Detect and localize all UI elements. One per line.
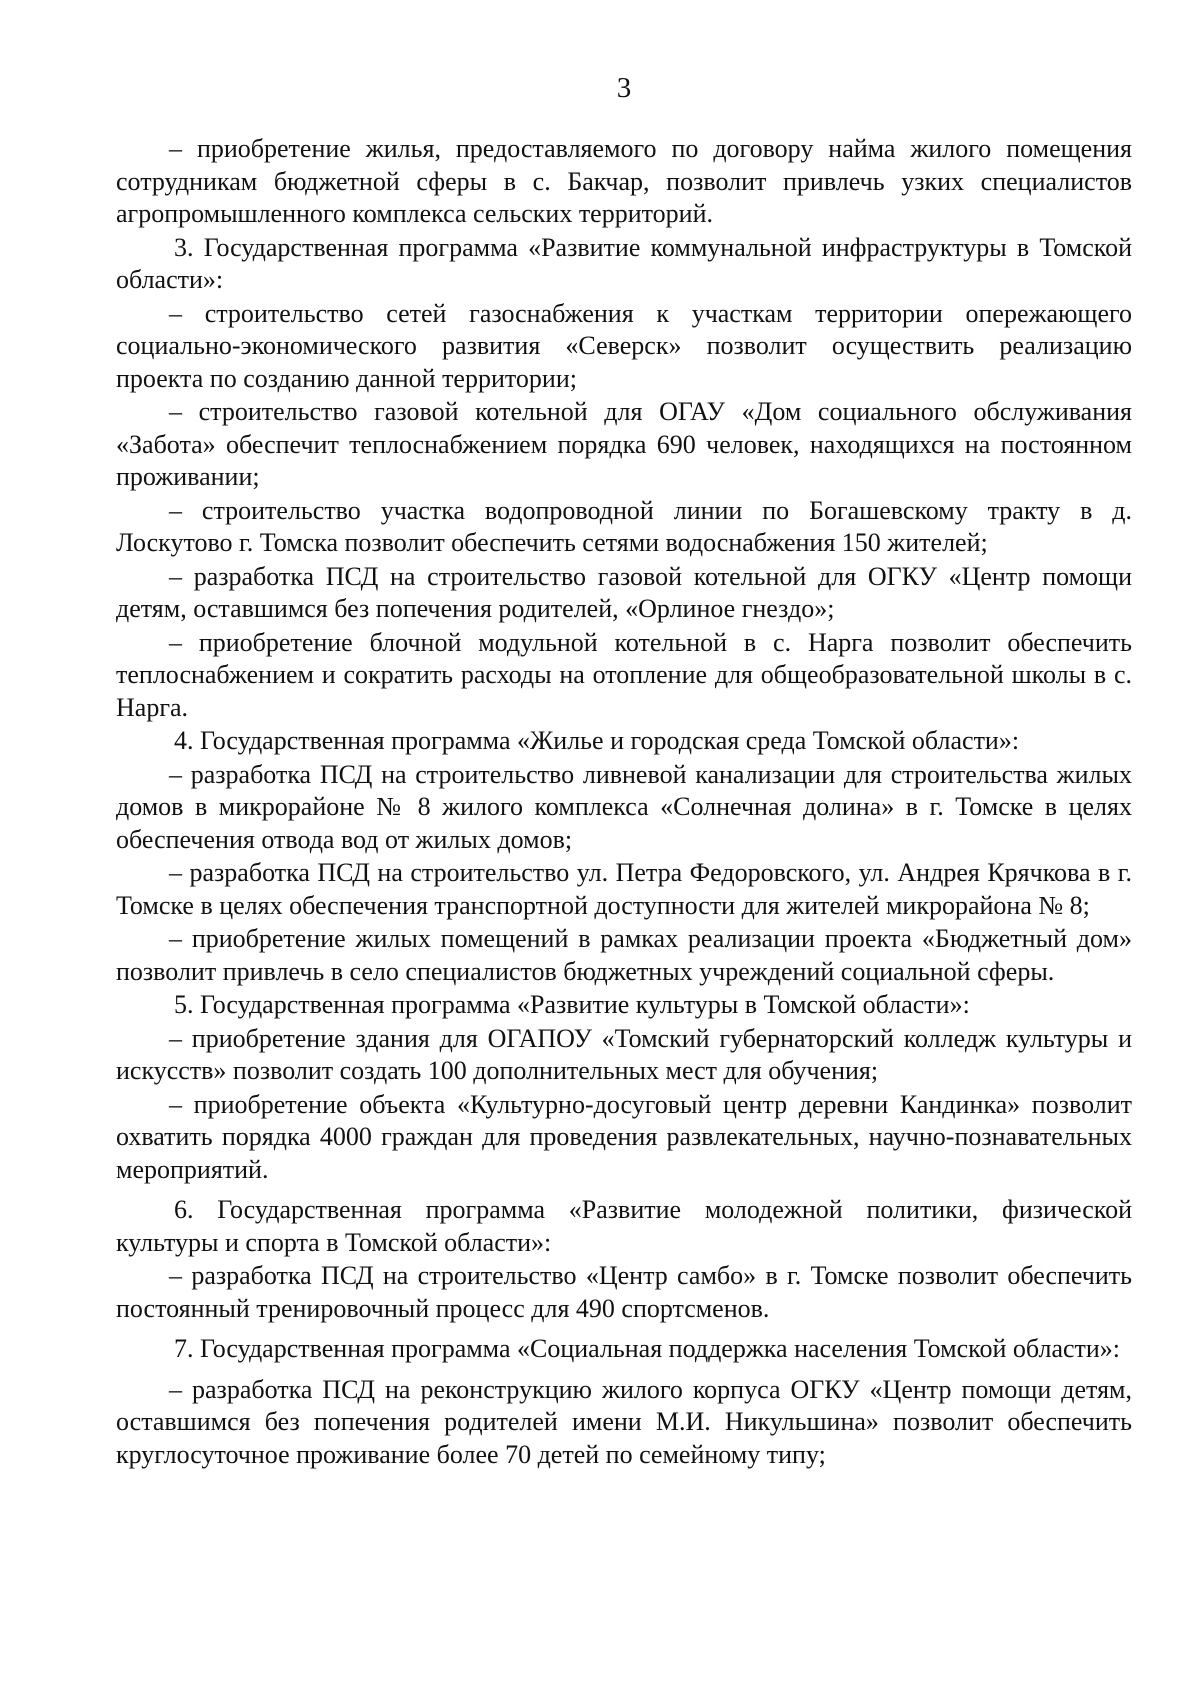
paragraph-nikulshin-center: – разработка ПСД на реконструкцию жилого корпуса ОГКУ «Центр помощи детям, оставшимся без попечения родителей имени М.И. Никульшина» позволит обеспечить круглосуточное проживание более 70 детей по семейному типу; xyxy=(116,1374,1132,1469)
program-heading-social-support: 7. Государственная программа «Социальная поддержка населения Томской области»: xyxy=(174,1334,1121,1363)
page-number: 3 xyxy=(616,72,632,104)
paragraph-sambo-center: – разработка ПСД на строительство «Центр самбо» в г. Томске позволит обеспечить постоянный тренировочный процесс для 490 спортсменов. xyxy=(116,1261,1132,1323)
paragraph-storm-sewer: – разработка ПСД на строительство ливневой канализации для строительства жилых домов в микрорайоне № 8 жилого комплекса «Солнечная долина» в г. Томске в целях обеспечения отвода вод от жилых домов; xyxy=(116,759,1132,854)
program-heading-housing-urban: 4. Государственная программа «Жилье и городская среда Томской области»: xyxy=(174,726,1020,755)
paragraph-streets-microdistrict-8: – разработка ПСД на строительство ул. Петра Федоровского, ул. Андрея Крячкова в г. Томске в целях обеспечения транспортной доступности для жителей микрорайона № 8; xyxy=(116,858,1132,920)
paragraph-bakchar-housing: – приобретение жилья, предоставляемого по договору найма жилого помещения сотрудникам бюджетной сферы в с. Бакчар, позволит привлечь узких специалистов агропромышленного комплекса сельских территорий. xyxy=(116,134,1132,228)
program-heading-communal-infrastructure: 3. Государственная программа «Развитие коммунальной инфраструктуры в Томской области»: xyxy=(116,232,1132,294)
paragraph-kandinka-center: – приобретение объекта «Культурно-досуговый центр деревни Кандинка» позволит охватить порядка 4000 граждан для проведения развлекательных, научно-познавательных мероприятий. xyxy=(116,1089,1132,1184)
paragraph-boiler-orlinoe-gnezdo: – разработка ПСД на строительство газовой котельной для ОГКУ «Центр помощи детям, оставшимся без попечения родителей, «Орлиное гнездо»; xyxy=(116,561,1132,623)
program-heading-youth-sport: 6. Государственная программа «Развитие молодежной политики, физической культуры и спорта в Томской области»: xyxy=(116,1195,1132,1257)
document-body xyxy=(116,133,1132,1472)
paragraph-boiler-zabota: – строительство газовой котельной для ОГАУ «Дом социального обслуживания «Забота» обеспечит теплоснабжением порядка 690 человек, находящихся на постоянном проживании; xyxy=(116,397,1132,491)
paragraph-boiler-narga: – приобретение блочной модульной котельной в с. Нарга позволит обеспечить теплоснабжением и сократить расходы на отопление для общеобразовательной школы в с. Нарга. xyxy=(116,627,1132,722)
paragraph-water-loskutovo: – строительство участка водопроводной линии по Богашевскому тракту в д. Лоскутово г. Томска позволит обеспечить сетями водоснабжения 150 жителей; xyxy=(116,495,1132,557)
program-heading-culture: 5. Государственная программа «Развитие культуры в Томской области»: xyxy=(174,990,970,1019)
paragraph-college-building: – приобретение здания для ОГАПОУ «Томский губернаторский колледж культуры и искусств» позволит создать 100 дополнительных мест для обучения; xyxy=(116,1023,1132,1085)
paragraph-budget-house: – приобретение жилых помещений в рамках реализации проекта «Бюджетный дом» позволит привлечь в село специалистов бюджетных учреждений социальной сферы. xyxy=(116,924,1132,986)
paragraph-gas-seversk: – строительство сетей газоснабжения к участкам территории опережающего социально-экономического развития «Северск» позволит осуществить реализацию проекта по созданию данной территории; xyxy=(116,298,1132,393)
